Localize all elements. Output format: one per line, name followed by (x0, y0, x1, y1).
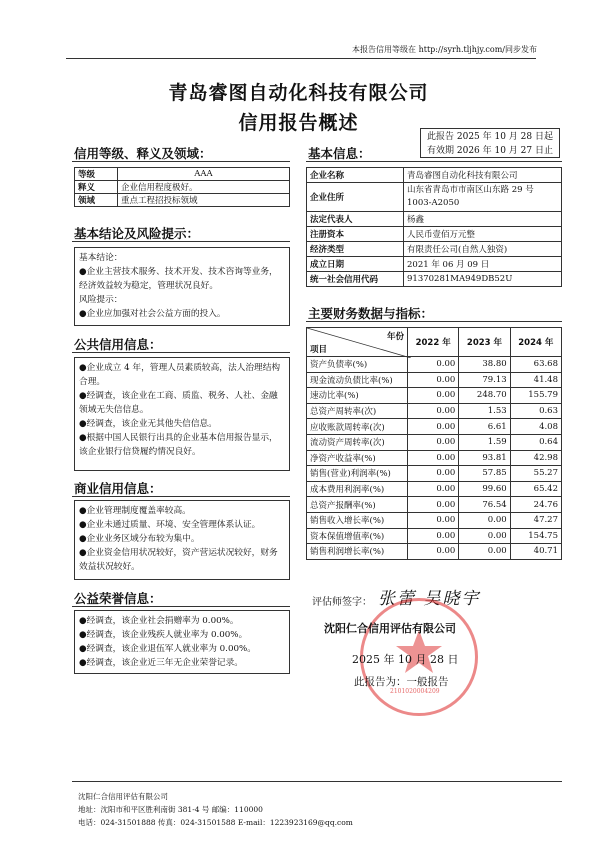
finance-value: 24.76 (510, 497, 561, 513)
table-row (307, 497, 562, 513)
table-row (307, 272, 562, 287)
year-header: 2024 年 (510, 328, 561, 357)
list-item: ●根据中国人民银行出具的企业基本信用报告显示，该企业银行信贷履约情况良好。 (79, 433, 278, 457)
table-row (75, 168, 290, 181)
conclusion-box (74, 247, 290, 326)
finance-value: 55.27 (510, 466, 561, 482)
finance-value: 0.00 (408, 357, 459, 373)
finance-value: 0.00 (408, 481, 459, 497)
table-row (307, 544, 562, 560)
finance-item: 应收账款周转率(次) (307, 419, 408, 435)
finance-item: 销售(营业)利润率(%) (307, 466, 408, 482)
business-credit-divider (72, 496, 290, 497)
table-row (307, 257, 562, 272)
finance-value: 99.60 (459, 481, 510, 497)
finance-value: 0.00 (408, 388, 459, 404)
finance-item: 成本费用利润率(%) (307, 481, 408, 497)
finance-value: 0.00 (459, 528, 510, 544)
rating-divider (72, 161, 290, 162)
honor-heading: 公益荣誉信息： (74, 591, 162, 606)
finance-item: 销售利润增长率(%) (307, 544, 408, 560)
rating-table (74, 167, 290, 207)
finance-item: 总资产报酬率(%) (307, 497, 408, 513)
assessor-signature: 张蕾 吴晓宇 (378, 589, 481, 609)
address-value: 山东省青岛市市南区山东路 29 号 1003-A2050 (404, 183, 562, 212)
footer-address: 地址：沈阳市和平区胜利南街 381-4 号 邮编：110000 (78, 805, 263, 814)
list-item: ●经调查，该企业退伍军人就业率为 0.00%。 (79, 644, 256, 654)
meaning-value: 企业信用程度极好。 (118, 181, 290, 194)
finance-value: 57.85 (459, 466, 510, 482)
list-item: ●经调查，该企业无其他失信信息。 (79, 419, 217, 429)
finance-item: 速动比率(%) (307, 388, 408, 404)
list-item: 基本结论： (79, 253, 123, 263)
finance-item: 销售收入增长率(%) (307, 512, 408, 528)
basic-info-divider (306, 161, 562, 162)
issue-date: 2025 年 10 月 28 日 (352, 653, 459, 666)
table-row (307, 357, 562, 373)
finance-value: 42.98 (510, 450, 561, 466)
footer-contact: 电话：024-31501888 传真：024-31501588 E-mail：1223923169@qq.com (78, 818, 353, 827)
business-credit-box (74, 500, 290, 580)
footer-company: 沈阳仁合信用评估有限公司 (78, 792, 168, 801)
finance-value: 0.00 (408, 434, 459, 450)
finance-value: 0.00 (408, 544, 459, 560)
finance-value: 65.42 (510, 481, 561, 497)
list-item: ●经调查，该企业社会捐赠率为 0.00%。 (79, 616, 239, 626)
finance-item: 流动资产周转率(次) (307, 434, 408, 450)
table-row (307, 528, 562, 544)
table-row (307, 434, 562, 450)
finance-value: 0.00 (408, 403, 459, 419)
header-note: 本报告信用等级在 http://syrh.tljhjy.com/同步发布 (352, 45, 537, 54)
finance-value: 4.08 (510, 419, 561, 435)
report-type: 此报告为：一般报告 (354, 676, 449, 688)
rating-value: AAA (118, 168, 290, 181)
finance-value: 63.68 (510, 357, 561, 373)
finance-value: 47.27 (510, 512, 561, 528)
table-header-row (307, 328, 562, 357)
table-row (307, 419, 562, 435)
public-credit-heading: 公共信用信息： (74, 337, 162, 352)
capital-label: 注册资本 (307, 227, 404, 242)
list-item: ●经调查，该企业残疾人就业率为 0.00%。 (79, 630, 248, 640)
validity-end: 有效期 2026 年 10 月 27 日止 (427, 146, 553, 156)
finance-value: 6.61 (459, 419, 510, 435)
company-name-label: 企业名称 (307, 168, 404, 183)
finance-value: 0.00 (408, 497, 459, 513)
credit-code-label: 统一社会信用代码 (307, 272, 404, 287)
seal-code: 2101020004209 (390, 688, 440, 695)
list-item: ●企业资金信用状况较好，资产营运状况较好，财务效益状况较好。 (79, 548, 278, 572)
address-label: 企业住所 (307, 183, 404, 212)
finance-value: 76.54 (459, 497, 510, 513)
list-item: ●企业成立 4 年，管理人员素质较高，法人治理结构合理。 (79, 363, 281, 387)
econ-type-value: 有限责任公司(自然人独资) (404, 242, 562, 257)
table-row (307, 403, 562, 419)
table-row (307, 227, 562, 242)
legal-rep-value: 杨鑫 (404, 212, 562, 227)
field-label: 领域 (75, 194, 118, 207)
table-row (307, 372, 562, 388)
list-item: ●经调查，该企业近三年无企业荣誉记录。 (79, 658, 243, 668)
assessor-label: 评估师签字： (312, 597, 372, 608)
rating-heading: 信用等级、释义及领域： (74, 146, 212, 161)
table-row (307, 212, 562, 227)
finance-item: 资产负债率(%) (307, 357, 408, 373)
honor-divider (72, 606, 290, 607)
validity-box (420, 128, 560, 158)
header-divider (66, 58, 536, 59)
field-value: 重点工程招投标领域 (118, 194, 290, 207)
public-credit-box (74, 357, 290, 471)
finance-value: 0.63 (510, 403, 561, 419)
finance-value: 1.53 (459, 403, 510, 419)
table-row (75, 194, 290, 207)
finance-item: 现金流动负债比率(%) (307, 372, 408, 388)
conclusion-heading: 基本结论及风险提示： (74, 226, 200, 241)
finance-value: 38.80 (459, 357, 510, 373)
finance-table (306, 327, 562, 560)
rating-label: 等级 (75, 168, 118, 181)
footer-divider (72, 781, 562, 782)
conclusion-divider (72, 241, 290, 242)
list-item: ●企业应加强对社会公益方面的投入。 (79, 309, 226, 319)
honor-box (74, 610, 290, 674)
table-row (307, 388, 562, 404)
econ-type-label: 经济类型 (307, 242, 404, 257)
finance-value: 0.00 (459, 544, 510, 560)
finance-value: 155.79 (510, 388, 561, 404)
finance-value: 79.13 (459, 372, 510, 388)
finance-value: 0.64 (510, 434, 561, 450)
finance-value: 0.00 (408, 466, 459, 482)
company-title: 青岛睿图自动化科技有限公司 (168, 82, 429, 104)
finance-heading: 主要财务数据与指标： (308, 306, 434, 321)
founded-label: 成立日期 (307, 257, 404, 272)
list-item: ●企业未通过质量、环境、安全管理体系认证。 (79, 520, 261, 530)
finance-value: 93.81 (459, 450, 510, 466)
validity-start: 此报告 2025 年 10 月 28 日起 (427, 132, 553, 142)
finance-value: 40.71 (510, 544, 561, 560)
finance-value: 0.00 (408, 528, 459, 544)
list-item: ●企业管理制度覆盖率较高。 (79, 506, 191, 516)
table-row (307, 466, 562, 482)
capital-value: 人民币壹佰万元整 (404, 227, 562, 242)
corner-year-label: 年份 (386, 332, 404, 342)
corner-cell (307, 328, 408, 357)
company-name-value: 青岛睿图自动化科技有限公司 (404, 168, 562, 183)
finance-value: 154.75 (510, 528, 561, 544)
finance-value: 0.00 (408, 450, 459, 466)
meaning-label: 释义 (75, 181, 118, 194)
list-item: 风险提示： (79, 295, 123, 305)
year-header: 2022 年 (408, 328, 459, 357)
list-item: ●企业主营技术服务、技术开发、技术咨询等业务，经济效益较为稳定，管理状况良好。 (79, 267, 278, 291)
corner-item-label: 项目 (310, 345, 328, 355)
finance-value: 248.70 (459, 388, 510, 404)
table-row (307, 512, 562, 528)
list-item: ●企业业务区域分布较为集中。 (79, 534, 200, 544)
finance-item: 资本保值增值率(%) (307, 528, 408, 544)
basic-info-table (306, 167, 562, 287)
list-item: ●经调查，该企业在工商、质监、税务、人社、金融领域无失信信息。 (79, 391, 278, 415)
report-title: 信用报告概述 (238, 112, 359, 134)
issuer-company: 沈阳仁合信用评估有限公司 (324, 622, 456, 635)
business-credit-heading: 商业信用信息： (74, 481, 162, 496)
table-row (75, 181, 290, 194)
finance-value: 0.00 (408, 512, 459, 528)
finance-item: 净资产收益率(%) (307, 450, 408, 466)
finance-value: 41.48 (510, 372, 561, 388)
year-header: 2023 年 (459, 328, 510, 357)
founded-value: 2021 年 06 月 09 日 (404, 257, 562, 272)
public-credit-divider (72, 352, 290, 353)
finance-body (307, 357, 562, 560)
finance-value: 0.00 (408, 419, 459, 435)
table-row (307, 168, 562, 183)
finance-value: 1.59 (459, 434, 510, 450)
finance-value: 0.00 (408, 372, 459, 388)
finance-divider (306, 321, 562, 322)
table-row (307, 481, 562, 497)
finance-value: 0.00 (459, 512, 510, 528)
basic-info-heading: 基本信息： (308, 146, 371, 161)
finance-item: 总资产周转率(次) (307, 403, 408, 419)
table-row (307, 242, 562, 257)
credit-code-value: 91370281MA949DB52U (404, 272, 562, 287)
table-row (307, 450, 562, 466)
legal-rep-label: 法定代表人 (307, 212, 404, 227)
table-row (307, 183, 562, 212)
